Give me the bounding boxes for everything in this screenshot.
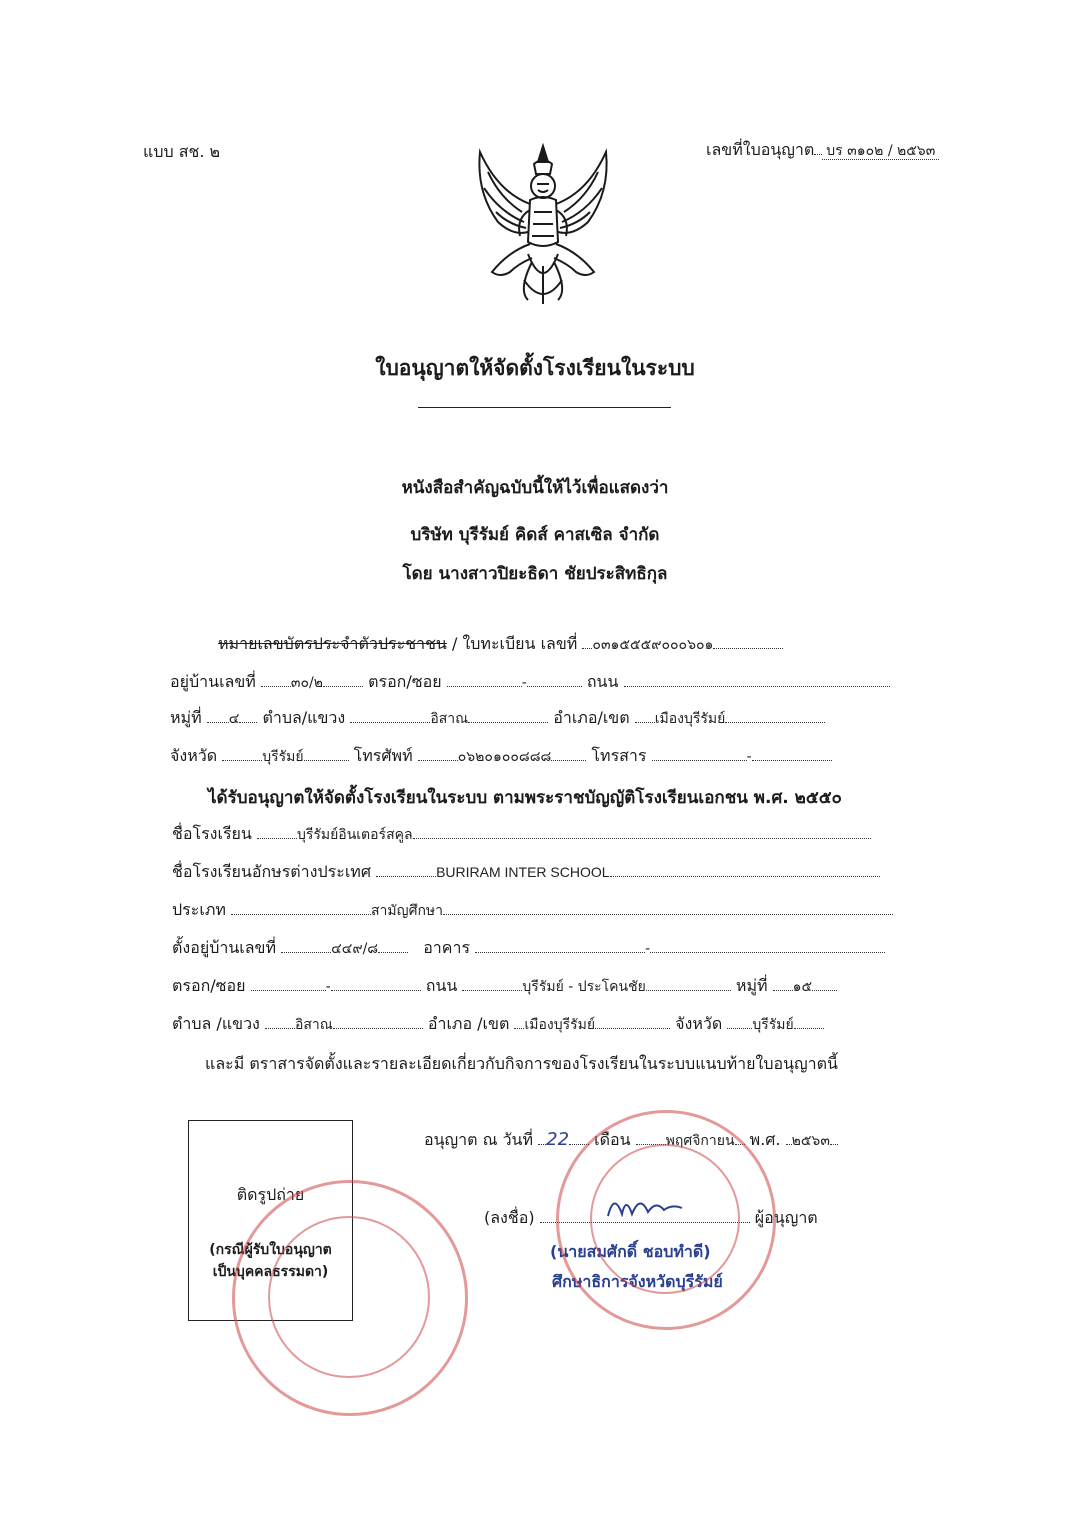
photo-box-label: ติดรูปถ่าย [236, 1185, 305, 1204]
fax-value: - [746, 749, 752, 765]
license-number-label: เลขที่ใบอนุญาต [706, 140, 815, 159]
district-label: อำเภอ/เขต [553, 708, 630, 727]
official-seal-left-inner [268, 1216, 430, 1378]
page-title: ใบอนุญาตให้จัดตั้งโรงเรียนในระบบ [375, 356, 695, 380]
issue-month-value: พฤศจิกายน [665, 1133, 735, 1149]
signer-position: ศึกษาธิการจังหวัดบุรีรัมย์ [552, 1272, 723, 1291]
id-label: / ใบทะเบียน เลขที่ [446, 634, 578, 653]
school-alley-row [172, 974, 837, 1000]
address-row [172, 936, 885, 962]
id-row [218, 632, 783, 658]
foreign-name-row [172, 860, 880, 886]
school-district-label: อำเภอ /เขต [427, 1014, 510, 1033]
building-value: - [645, 941, 651, 957]
house-no-value: ๓๐/๒ [290, 675, 323, 691]
id-label-struck: หมายเลขบัตรประจำตัวประชาชน [218, 634, 447, 653]
garuda-emblem-icon [458, 132, 628, 312]
signer-name: (นายสมศักดิ์ ชอบทำดี) [550, 1242, 711, 1261]
school-name-row [172, 822, 871, 848]
issue-given-label: อนุญาต ณ วันที่ [424, 1130, 534, 1149]
company-name: บริษัท บุรีรัมย์ คิดส์ คาสเซิล จำกัด [410, 525, 660, 545]
type-row [172, 898, 893, 924]
official-seal-right-inner [590, 1144, 740, 1294]
sign-label: (ลงชื่อ) [484, 1208, 535, 1227]
address-no-label: ตั้งอยู่บ้านเลขที่ [172, 938, 277, 957]
house-no-label: อยู่บ้านเลขที่ [170, 672, 256, 691]
foreign-name-label: ชื่อโรงเรียนอักษรต่างประเทศ [172, 862, 371, 881]
phone-label: โทรศัพท์ [353, 746, 413, 765]
school-subdistrict-value: อิสาณ [294, 1017, 333, 1033]
phone-value: ๐๖๒๐๑๐๐๘๘๘ [457, 749, 552, 765]
school-province-value: บุรีรัมย์ [752, 1017, 794, 1033]
type-value: สามัญศึกษา [371, 903, 444, 919]
permission-statement: ได้รับอนุญาตให้จัดตั้งโรงเรียนในระบบ ตามพระราชบัญญัติโรงเรียนเอกชน พ.ศ. ๒๕๕๐ [208, 788, 842, 808]
foreign-name-value: BURIRAM INTER SCHOOL [436, 864, 610, 880]
alley-label: ตรอก/ซอย [368, 672, 442, 691]
moo-value: ๔ [228, 711, 240, 727]
photo-box-note-2: เป็นบุคคลธรรมดา) [212, 1264, 329, 1280]
statement: หนังสือสำคัญฉบับนี้ให้ไว้เพื่อแสดงว่า [401, 478, 669, 498]
type-label: ประเภท [172, 900, 226, 919]
building-label: อาคาร [423, 938, 471, 957]
school-road-label: ถนน [425, 976, 458, 995]
fax-label: โทรสาร [591, 746, 647, 765]
moo-row [170, 706, 825, 732]
school-name-label: ชื่อโรงเรียน [172, 824, 252, 843]
issue-year-value: ๒๕๖๓ [791, 1133, 830, 1149]
subdistrict-value: อิสาณ [430, 711, 469, 727]
issue-day-value: 22 [546, 1129, 570, 1150]
school-district-value: เมืองบุรีรัมย์ [524, 1017, 596, 1033]
license-number [706, 138, 939, 163]
province-value: บุรีรัมย์ [262, 749, 304, 765]
id-value: ๐๓๑๕๕๕๙๐๐๐๖๐๑ [592, 637, 714, 653]
closing-statement: และมี ตราสารจัดตั้งและรายละเอียดเกี่ยวกับกิจการของโรงเรียนในระบบแนบท้ายใบอนุญาตนี้ [205, 1054, 838, 1073]
school-subdistrict-label: ตำบล /แขวง [172, 1014, 260, 1033]
moo-label: หมู่ที่ [170, 708, 202, 727]
signer-role: ผู้อนุญาต [754, 1208, 818, 1227]
subdistrict-label: ตำบล/แขวง [262, 708, 346, 727]
school-road-value: บุรีรัมย์ - ประโคนชัย [522, 979, 646, 995]
form-code: แบบ สช. ๒ [143, 142, 221, 161]
school-moo-label: หมู่ที่ [735, 976, 768, 995]
address-no-value: ๔๔๙/๘ [331, 941, 379, 957]
school-alley-value: - [325, 979, 331, 995]
school-alley-label: ตรอก/ซอย [172, 976, 246, 995]
house-row [170, 670, 890, 696]
license-number-value: บร ๓๑๐๒ / ๒๕๖๓ [822, 143, 939, 160]
alley-value: - [521, 675, 527, 691]
title-underline [418, 407, 671, 408]
photo-box-note-1: (กรณีผู้รับใบอนุญาต [209, 1242, 332, 1258]
school-moo-value: ๑๕ [792, 979, 813, 995]
issue-year-label: พ.ศ. [749, 1130, 781, 1149]
school-province-label: จังหวัด [675, 1014, 723, 1033]
school-name-value: บุรีรัมย์อินเตอร์สคูล [296, 827, 413, 843]
district-value: เมืองบุรีรัมย์ [654, 711, 726, 727]
issue-month-label: เดือน [594, 1130, 631, 1149]
representative-name: โดย นางสาวปิยะธิดา ชัยประสิทธิกุล [402, 564, 668, 584]
province-row [170, 744, 832, 770]
road-label: ถนน [586, 672, 619, 691]
school-locality-row [172, 1012, 824, 1038]
province-label: จังหวัด [170, 746, 218, 765]
